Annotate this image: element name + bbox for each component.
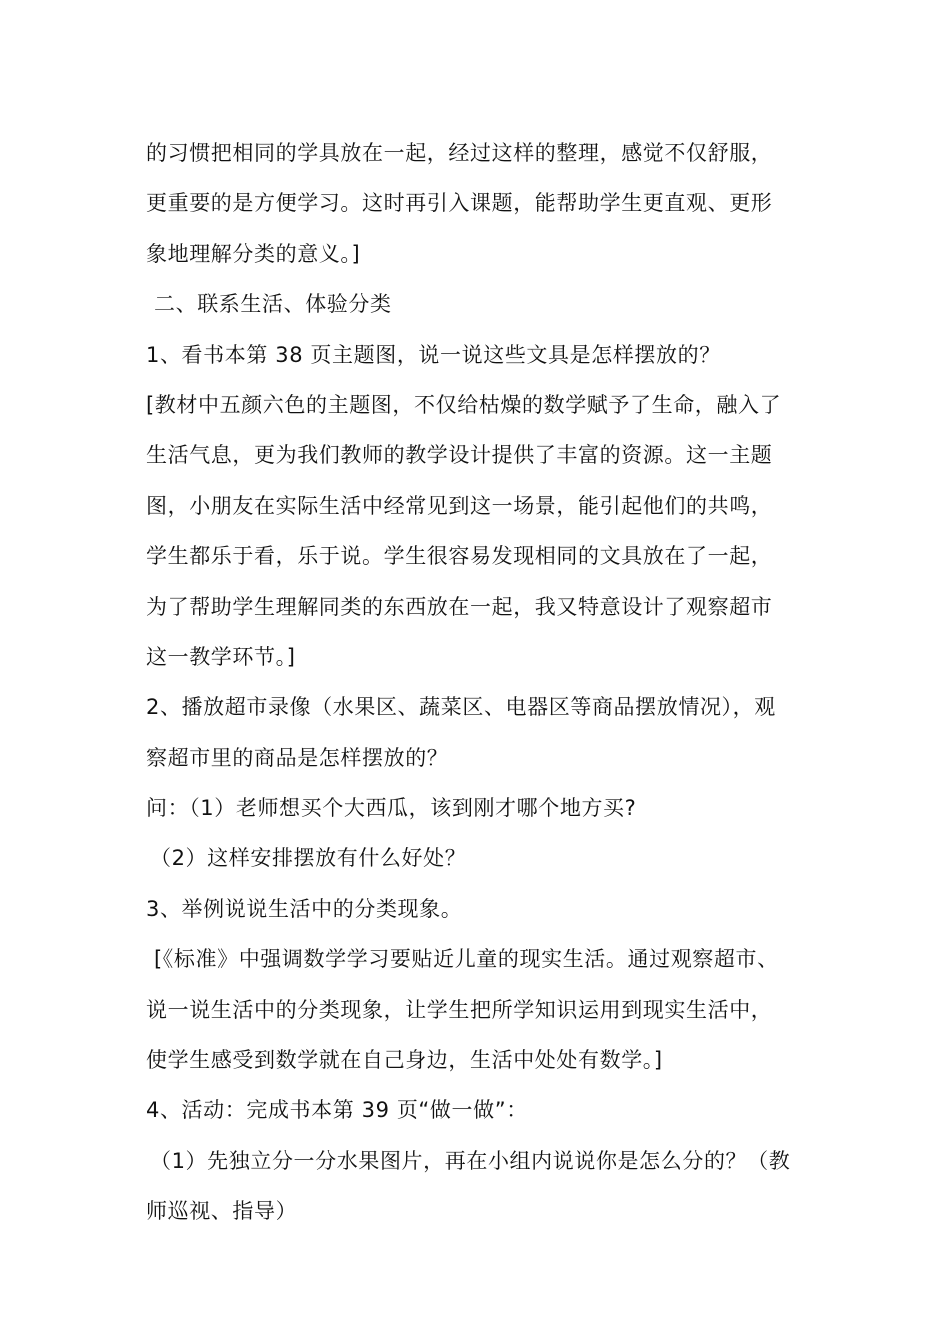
paragraph-line: 生活气息，更为我们教师的教学设计提供了丰富的资源。这一主题 — [146, 443, 773, 468]
question-line: 问：（1）老师想买个大西瓜，该到刚才哪个地方买? — [146, 796, 637, 821]
paragraph-line: 使学生感受到数学就在自己身边，生活中处处有数学。] — [146, 1048, 663, 1073]
list-item-1: 1、看书本第 38 页主题图，说一说这些文具是怎样摆放的？ — [146, 342, 721, 367]
paragraph-line: 象地理解分类的意义。] — [146, 241, 361, 266]
document-body — [146, 128, 846, 1237]
paragraph-line: [教材中五颜六色的主题图，不仅给枯燥的数学赋予了生命，融入了 — [146, 392, 782, 417]
paragraph-line: 的习惯把相同的学具放在一起，经过这样的整理，感觉不仅舒服， — [146, 141, 773, 165]
list-item-2: 2、播放超市录像（水果区、蔬菜区、电器区等商品摆放情况），观 — [146, 695, 776, 720]
paragraph-line: 这一教学环节。] — [146, 644, 296, 669]
paragraph-line: 为了帮助学生理解同类的东西放在一起，我又特意设计了观察超市 — [146, 594, 773, 619]
paragraph-line: 察超市里的商品是怎样摆放的？ — [146, 745, 449, 770]
list-item-3: 3、举例说说生活中的分类现象。 — [146, 896, 463, 921]
paragraph-line: 师巡视、指导） — [146, 1199, 298, 1224]
paragraph-line: 说一说生活中的分类现象，让学生把所学知识运用到现实生活中， — [146, 997, 773, 1022]
paragraph-line: 更重要的是方便学习。这时再引入课题，能帮助学生更直观、更形 — [146, 191, 773, 216]
paragraph-line: 图，小朋友在实际生活中经常见到这一场景，能引起他们的共鸣， — [146, 493, 773, 518]
paragraph-line: [《标准》中强调数学学习要贴近儿童的现实生活。通过观察超市、 — [154, 947, 779, 972]
list-item-4: 4、活动：完成书本第 39 页“做一做”： — [146, 1098, 528, 1123]
paragraph-line: （1）先独立分一分水果图片，再在小组内说说你是怎么分的？（教 — [150, 1148, 791, 1173]
question-line: （2）这样安排摆放有什么好处？ — [150, 846, 467, 871]
paragraph-line: 学生都乐于看，乐于说。学生很容易发现相同的文具放在了一起， — [146, 544, 773, 569]
section-heading: 二、联系生活、体验分类 — [154, 292, 392, 317]
